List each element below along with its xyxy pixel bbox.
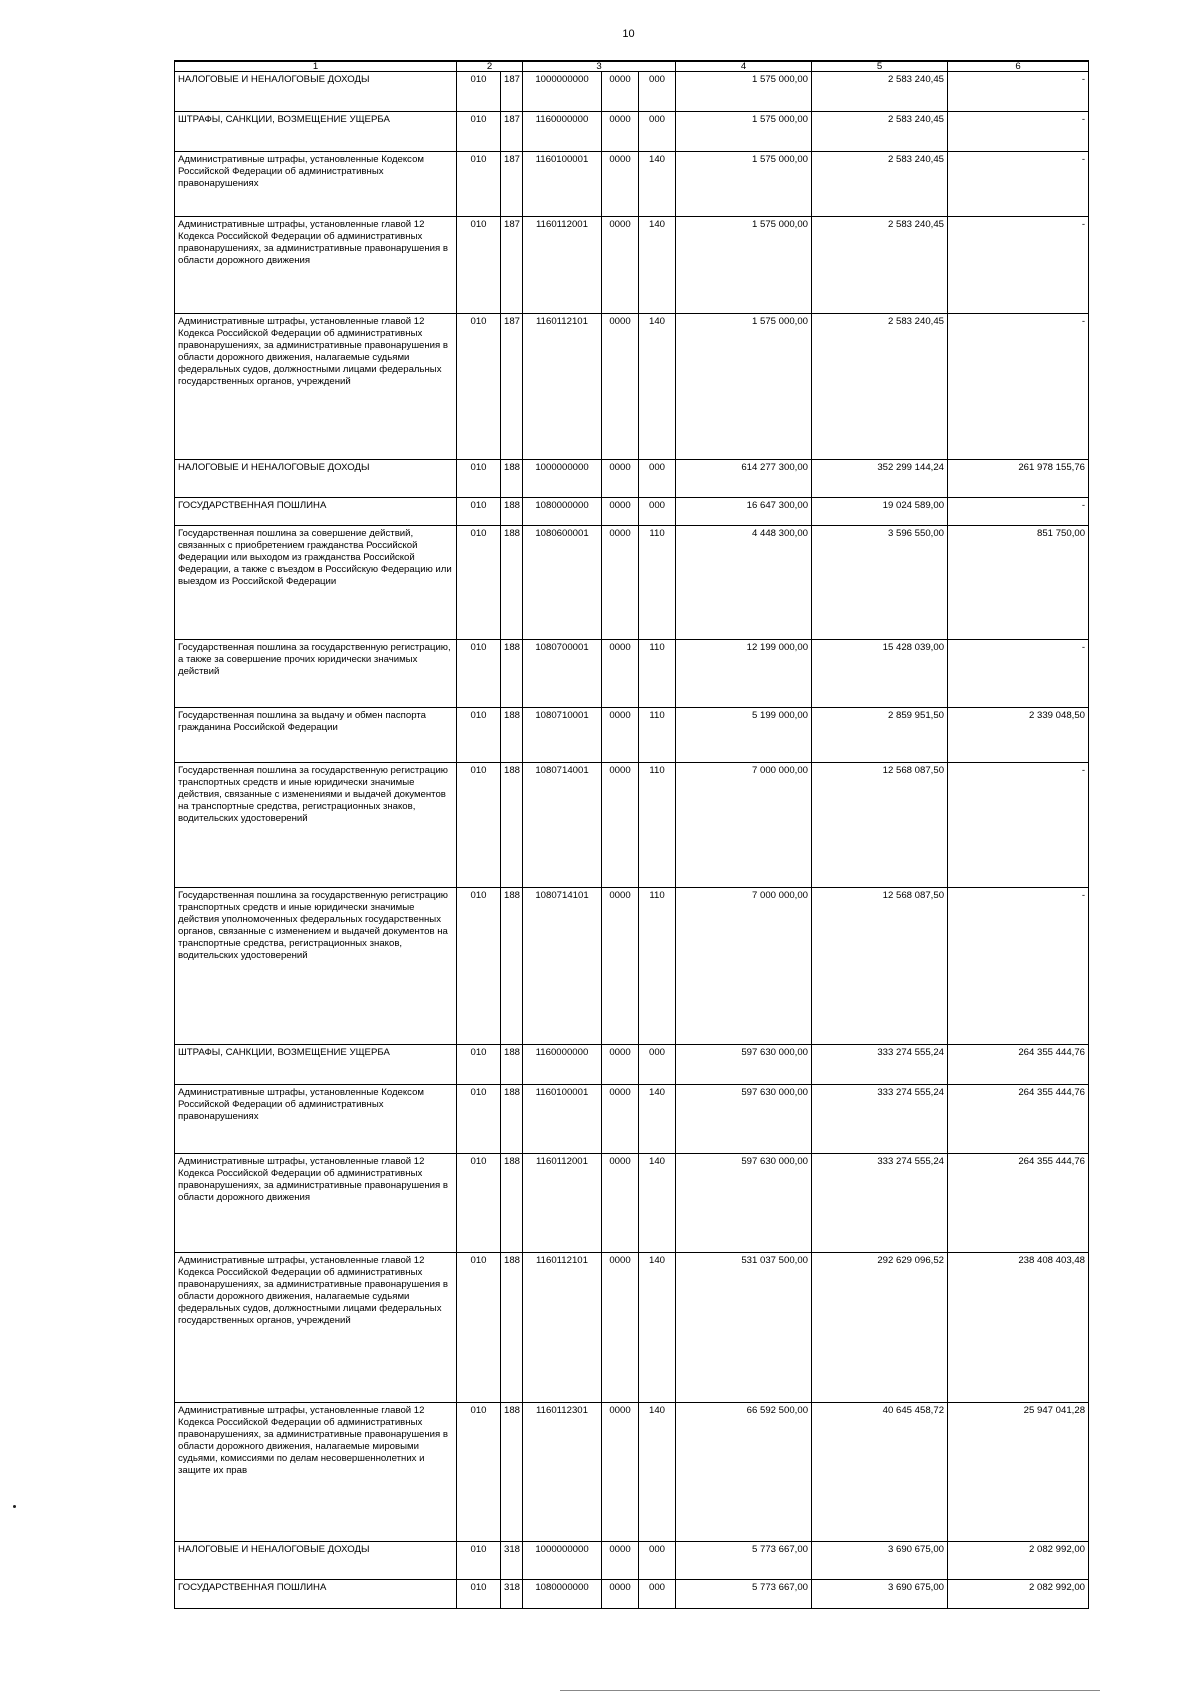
row-code-kbk: 1080600001 bbox=[523, 526, 602, 640]
row-code-section: 010 bbox=[457, 460, 501, 498]
row-value-actual: 3 690 675,00 bbox=[812, 1542, 948, 1580]
row-code-program: 0000 bbox=[602, 1045, 639, 1085]
row-code-kbk: 1000000000 bbox=[523, 72, 602, 112]
header-col-2: 2 bbox=[457, 61, 523, 72]
row-code-program: 0000 bbox=[602, 72, 639, 112]
row-value-plan: 4 448 300,00 bbox=[676, 526, 812, 640]
row-value-plan: 531 037 500,00 bbox=[676, 1253, 812, 1403]
row-code-admin: 188 bbox=[501, 708, 523, 763]
row-value-plan: 597 630 000,00 bbox=[676, 1045, 812, 1085]
row-code-program: 0000 bbox=[602, 498, 639, 526]
table-row bbox=[175, 526, 1089, 640]
row-code-kbk: 1080000000 bbox=[523, 1580, 602, 1609]
row-value-actual: 40 645 458,72 bbox=[812, 1403, 948, 1542]
row-value-remaining: 851 750,00 bbox=[948, 526, 1089, 640]
row-code-program: 0000 bbox=[602, 152, 639, 217]
row-code-program: 0000 bbox=[602, 217, 639, 314]
row-value-actual: 3 596 550,00 bbox=[812, 526, 948, 640]
row-value-plan: 1 575 000,00 bbox=[676, 152, 812, 217]
row-value-remaining: - bbox=[948, 640, 1089, 708]
row-value-actual: 333 274 555,24 bbox=[812, 1045, 948, 1085]
row-value-remaining: 2 339 048,50 bbox=[948, 708, 1089, 763]
row-code-program: 0000 bbox=[602, 1403, 639, 1542]
row-value-remaining: 264 355 444,76 bbox=[948, 1085, 1089, 1154]
row-code-admin: 187 bbox=[501, 112, 523, 152]
row-code-admin: 188 bbox=[501, 460, 523, 498]
row-name: НАЛОГОВЫЕ И НЕНАЛОГОВЫЕ ДОХОДЫ bbox=[175, 72, 457, 112]
row-value-remaining: 25 947 041,28 bbox=[948, 1403, 1089, 1542]
row-code-admin: 188 bbox=[501, 640, 523, 708]
table-row bbox=[175, 708, 1089, 763]
row-value-remaining: 238 408 403,48 bbox=[948, 1253, 1089, 1403]
row-name: Административные штрафы, установленные главой 12 Кодекса Российской Федерации об административных правонарушениях, за административные правонарушения в области дорожного движения bbox=[175, 1154, 457, 1253]
table-row bbox=[175, 1154, 1089, 1253]
row-code-admin: 188 bbox=[501, 1403, 523, 1542]
row-value-actual: 2 583 240,45 bbox=[812, 72, 948, 112]
row-code-program: 0000 bbox=[602, 888, 639, 1045]
row-value-remaining: - bbox=[948, 888, 1089, 1045]
row-code-admin: 188 bbox=[501, 888, 523, 1045]
row-value-plan: 12 199 000,00 bbox=[676, 640, 812, 708]
scan-mark bbox=[13, 1505, 16, 1508]
row-code-program: 0000 bbox=[602, 708, 639, 763]
row-code-subtype: 110 bbox=[639, 888, 676, 1045]
header-col-1: 1 bbox=[175, 61, 457, 72]
row-code-program: 0000 bbox=[602, 1253, 639, 1403]
row-value-actual: 352 299 144,24 bbox=[812, 460, 948, 498]
row-code-program: 0000 bbox=[602, 1580, 639, 1609]
row-value-plan: 16 647 300,00 bbox=[676, 498, 812, 526]
row-value-plan: 597 630 000,00 bbox=[676, 1154, 812, 1253]
row-value-actual: 19 024 589,00 bbox=[812, 498, 948, 526]
row-value-remaining: - bbox=[948, 72, 1089, 112]
row-value-plan: 597 630 000,00 bbox=[676, 1085, 812, 1154]
row-code-kbk: 1160100001 bbox=[523, 1085, 602, 1154]
row-value-remaining: 2 082 992,00 bbox=[948, 1542, 1089, 1580]
row-value-actual: 2 859 951,50 bbox=[812, 708, 948, 763]
row-value-remaining: - bbox=[948, 217, 1089, 314]
row-value-plan: 1 575 000,00 bbox=[676, 217, 812, 314]
scan-edge-line bbox=[560, 1690, 1100, 1691]
table-row bbox=[175, 1580, 1089, 1609]
table-row bbox=[175, 1253, 1089, 1403]
row-name: Административные штрафы, установленные главой 12 Кодекса Российской Федерации об административных правонарушениях, за административные правонарушения в области дорожного движения, налагаемые мировыми судьями, комиссиями по делам несовершеннолетних и защите их прав bbox=[175, 1403, 457, 1542]
row-code-admin: 187 bbox=[501, 217, 523, 314]
row-value-plan: 614 277 300,00 bbox=[676, 460, 812, 498]
row-value-plan: 1 575 000,00 bbox=[676, 72, 812, 112]
row-value-actual: 333 274 555,24 bbox=[812, 1154, 948, 1253]
table-row bbox=[175, 1403, 1089, 1542]
row-code-subtype: 140 bbox=[639, 217, 676, 314]
row-code-section: 010 bbox=[457, 526, 501, 640]
row-code-admin: 318 bbox=[501, 1580, 523, 1609]
row-value-plan: 66 592 500,00 bbox=[676, 1403, 812, 1542]
row-code-admin: 188 bbox=[501, 1154, 523, 1253]
table-row bbox=[175, 888, 1089, 1045]
row-code-section: 010 bbox=[457, 314, 501, 460]
row-value-actual: 12 568 087,50 bbox=[812, 888, 948, 1045]
row-code-section: 010 bbox=[457, 1253, 501, 1403]
row-code-subtype: 140 bbox=[639, 314, 676, 460]
row-code-kbk: 1160000000 bbox=[523, 1045, 602, 1085]
row-value-remaining: - bbox=[948, 152, 1089, 217]
row-code-kbk: 1160100001 bbox=[523, 152, 602, 217]
row-name: Административные штрафы, установленные главой 12 Кодекса Российской Федерации об административных правонарушениях, за административные правонарушения в области дорожного движения, налагаемые судьями федеральных судов, должностными лицами федеральных государственных органов, учреждений bbox=[175, 1253, 457, 1403]
row-code-program: 0000 bbox=[602, 763, 639, 888]
row-code-program: 0000 bbox=[602, 314, 639, 460]
row-value-plan: 5 773 667,00 bbox=[676, 1580, 812, 1609]
row-code-subtype: 000 bbox=[639, 1045, 676, 1085]
header-col-5: 5 bbox=[812, 61, 948, 72]
table-row bbox=[175, 460, 1089, 498]
row-value-actual: 2 583 240,45 bbox=[812, 152, 948, 217]
row-value-remaining: 264 355 444,76 bbox=[948, 1045, 1089, 1085]
row-code-program: 0000 bbox=[602, 1085, 639, 1154]
row-code-admin: 188 bbox=[501, 1253, 523, 1403]
row-value-plan: 1 575 000,00 bbox=[676, 314, 812, 460]
row-code-section: 010 bbox=[457, 763, 501, 888]
row-code-subtype: 140 bbox=[639, 1154, 676, 1253]
row-code-subtype: 110 bbox=[639, 640, 676, 708]
table-row bbox=[175, 72, 1089, 112]
row-code-program: 0000 bbox=[602, 1154, 639, 1253]
row-value-actual: 2 583 240,45 bbox=[812, 314, 948, 460]
row-code-subtype: 140 bbox=[639, 152, 676, 217]
header-col-6: 6 bbox=[948, 61, 1089, 72]
row-code-admin: 188 bbox=[501, 763, 523, 888]
row-code-admin: 188 bbox=[501, 1045, 523, 1085]
row-name: Государственная пошлина за совершение действий, связанных с приобретением гражданства Российской Федерации или выходом из гражданства Российской Федерации, а также с въездом в Российскую Федерацию или выездом из Российской Федерации bbox=[175, 526, 457, 640]
row-code-subtype: 140 bbox=[639, 1253, 676, 1403]
row-code-subtype: 000 bbox=[639, 460, 676, 498]
row-code-subtype: 000 bbox=[639, 498, 676, 526]
row-code-kbk: 1080710001 bbox=[523, 708, 602, 763]
row-code-kbk: 1080714101 bbox=[523, 888, 602, 1045]
row-code-section: 010 bbox=[457, 1085, 501, 1154]
table-row bbox=[175, 112, 1089, 152]
row-code-admin: 188 bbox=[501, 1085, 523, 1154]
row-name: Государственная пошлина за государственную регистрацию транспортных средств и иные юридически значимые действия, связанные с изменениями и выдачей документов на транспортные средства, регистрационных знаков, водительских удостоверений bbox=[175, 763, 457, 888]
table-row bbox=[175, 1542, 1089, 1580]
row-code-subtype: 000 bbox=[639, 1580, 676, 1609]
row-code-program: 0000 bbox=[602, 1542, 639, 1580]
row-code-program: 0000 bbox=[602, 460, 639, 498]
row-code-section: 010 bbox=[457, 1403, 501, 1542]
table-header bbox=[175, 61, 1089, 72]
row-name: Государственная пошлина за выдачу и обмен паспорта гражданина Российской Федерации bbox=[175, 708, 457, 763]
row-code-section: 010 bbox=[457, 1542, 501, 1580]
row-name: ШТРАФЫ, САНКЦИИ, ВОЗМЕЩЕНИЕ УЩЕРБА bbox=[175, 1045, 457, 1085]
row-code-admin: 188 bbox=[501, 498, 523, 526]
row-value-plan: 1 575 000,00 bbox=[676, 112, 812, 152]
row-value-remaining: - bbox=[948, 498, 1089, 526]
row-code-admin: 188 bbox=[501, 526, 523, 640]
row-code-kbk: 1160112101 bbox=[523, 314, 602, 460]
page-number: 10 bbox=[622, 28, 635, 40]
row-code-subtype: 110 bbox=[639, 763, 676, 888]
row-value-remaining: 261 978 155,76 bbox=[948, 460, 1089, 498]
row-code-section: 010 bbox=[457, 152, 501, 217]
table-row bbox=[175, 640, 1089, 708]
row-code-section: 010 bbox=[457, 640, 501, 708]
revenue-table bbox=[174, 60, 1089, 1609]
row-code-kbk: 1000000000 bbox=[523, 1542, 602, 1580]
row-code-kbk: 1160112001 bbox=[523, 217, 602, 314]
table-row bbox=[175, 763, 1089, 888]
table-row bbox=[175, 152, 1089, 217]
row-code-section: 010 bbox=[457, 498, 501, 526]
row-value-actual: 333 274 555,24 bbox=[812, 1085, 948, 1154]
row-value-remaining: - bbox=[948, 112, 1089, 152]
row-name: ШТРАФЫ, САНКЦИИ, ВОЗМЕЩЕНИЕ УЩЕРБА bbox=[175, 112, 457, 152]
row-value-actual: 12 568 087,50 bbox=[812, 763, 948, 888]
row-code-section: 010 bbox=[457, 1154, 501, 1253]
row-value-actual: 292 629 096,52 bbox=[812, 1253, 948, 1403]
row-code-section: 010 bbox=[457, 1580, 501, 1609]
row-code-admin: 187 bbox=[501, 314, 523, 460]
row-code-subtype: 110 bbox=[639, 708, 676, 763]
row-name: Административные штрафы, установленные Кодексом Российской Федерации об административных правонарушениях bbox=[175, 152, 457, 217]
row-value-plan: 5 199 000,00 bbox=[676, 708, 812, 763]
row-value-actual: 15 428 039,00 bbox=[812, 640, 948, 708]
row-code-kbk: 1160112101 bbox=[523, 1253, 602, 1403]
row-code-subtype: 000 bbox=[639, 72, 676, 112]
row-value-remaining: - bbox=[948, 314, 1089, 460]
row-code-program: 0000 bbox=[602, 640, 639, 708]
row-code-admin: 187 bbox=[501, 152, 523, 217]
row-code-subtype: 000 bbox=[639, 1542, 676, 1580]
header-col-4: 4 bbox=[676, 61, 812, 72]
row-code-subtype: 000 bbox=[639, 112, 676, 152]
row-name: Государственная пошлина за государственную регистрацию, а также за совершение прочих юридически значимых действий bbox=[175, 640, 457, 708]
row-code-kbk: 1080714001 bbox=[523, 763, 602, 888]
table-row bbox=[175, 217, 1089, 314]
row-value-remaining: 2 082 992,00 bbox=[948, 1580, 1089, 1609]
row-name: Административные штрафы, установленные Кодексом Российской Федерации об административных правонарушениях bbox=[175, 1085, 457, 1154]
row-name: ГОСУДАРСТВЕННАЯ ПОШЛИНА bbox=[175, 1580, 457, 1609]
row-code-kbk: 1160000000 bbox=[523, 112, 602, 152]
row-code-subtype: 110 bbox=[639, 526, 676, 640]
row-value-actual: 2 583 240,45 bbox=[812, 112, 948, 152]
table-row bbox=[175, 498, 1089, 526]
row-value-remaining: - bbox=[948, 763, 1089, 888]
table-row bbox=[175, 1085, 1089, 1154]
row-code-kbk: 1160112301 bbox=[523, 1403, 602, 1542]
row-name: ГОСУДАРСТВЕННАЯ ПОШЛИНА bbox=[175, 498, 457, 526]
row-code-subtype: 140 bbox=[639, 1403, 676, 1542]
row-code-admin: 318 bbox=[501, 1542, 523, 1580]
row-code-section: 010 bbox=[457, 708, 501, 763]
row-code-section: 010 bbox=[457, 217, 501, 314]
row-code-subtype: 140 bbox=[639, 1085, 676, 1154]
row-code-kbk: 1000000000 bbox=[523, 460, 602, 498]
table-row bbox=[175, 1045, 1089, 1085]
row-code-program: 0000 bbox=[602, 112, 639, 152]
row-value-plan: 5 773 667,00 bbox=[676, 1542, 812, 1580]
row-value-actual: 2 583 240,45 bbox=[812, 217, 948, 314]
row-value-plan: 7 000 000,00 bbox=[676, 888, 812, 1045]
row-code-section: 010 bbox=[457, 112, 501, 152]
row-code-admin: 187 bbox=[501, 72, 523, 112]
row-name: Административные штрафы, установленные главой 12 Кодекса Российской Федерации об административных правонарушениях, за административные правонарушения в области дорожного движения bbox=[175, 217, 457, 314]
row-code-section: 010 bbox=[457, 888, 501, 1045]
row-name: Государственная пошлина за государственную регистрацию транспортных средств и иные юридически значимые действия уполномоченных федеральных государственных органов, связанные с изменением и выдачей документов на транспортные средства, регистрационных знаков, водительских удостоверений bbox=[175, 888, 457, 1045]
row-value-actual: 3 690 675,00 bbox=[812, 1580, 948, 1609]
header-col-3: 3 bbox=[523, 61, 676, 72]
row-code-section: 010 bbox=[457, 72, 501, 112]
row-code-program: 0000 bbox=[602, 526, 639, 640]
row-name: НАЛОГОВЫЕ И НЕНАЛОГОВЫЕ ДОХОДЫ bbox=[175, 1542, 457, 1580]
row-code-section: 010 bbox=[457, 1045, 501, 1085]
row-value-remaining: 264 355 444,76 bbox=[948, 1154, 1089, 1253]
row-value-plan: 7 000 000,00 bbox=[676, 763, 812, 888]
table-body bbox=[175, 72, 1089, 1609]
row-name: НАЛОГОВЫЕ И НЕНАЛОГОВЫЕ ДОХОДЫ bbox=[175, 460, 457, 498]
row-code-kbk: 1080000000 bbox=[523, 498, 602, 526]
row-name: Административные штрафы, установленные главой 12 Кодекса Российской Федерации об административных правонарушениях, за административные правонарушения в области дорожного движения, налагаемые судьями федеральных судов, должностными лицами федеральных государственных органов, учреждений bbox=[175, 314, 457, 460]
table-row bbox=[175, 314, 1089, 460]
row-code-kbk: 1160112001 bbox=[523, 1154, 602, 1253]
row-code-kbk: 1080700001 bbox=[523, 640, 602, 708]
